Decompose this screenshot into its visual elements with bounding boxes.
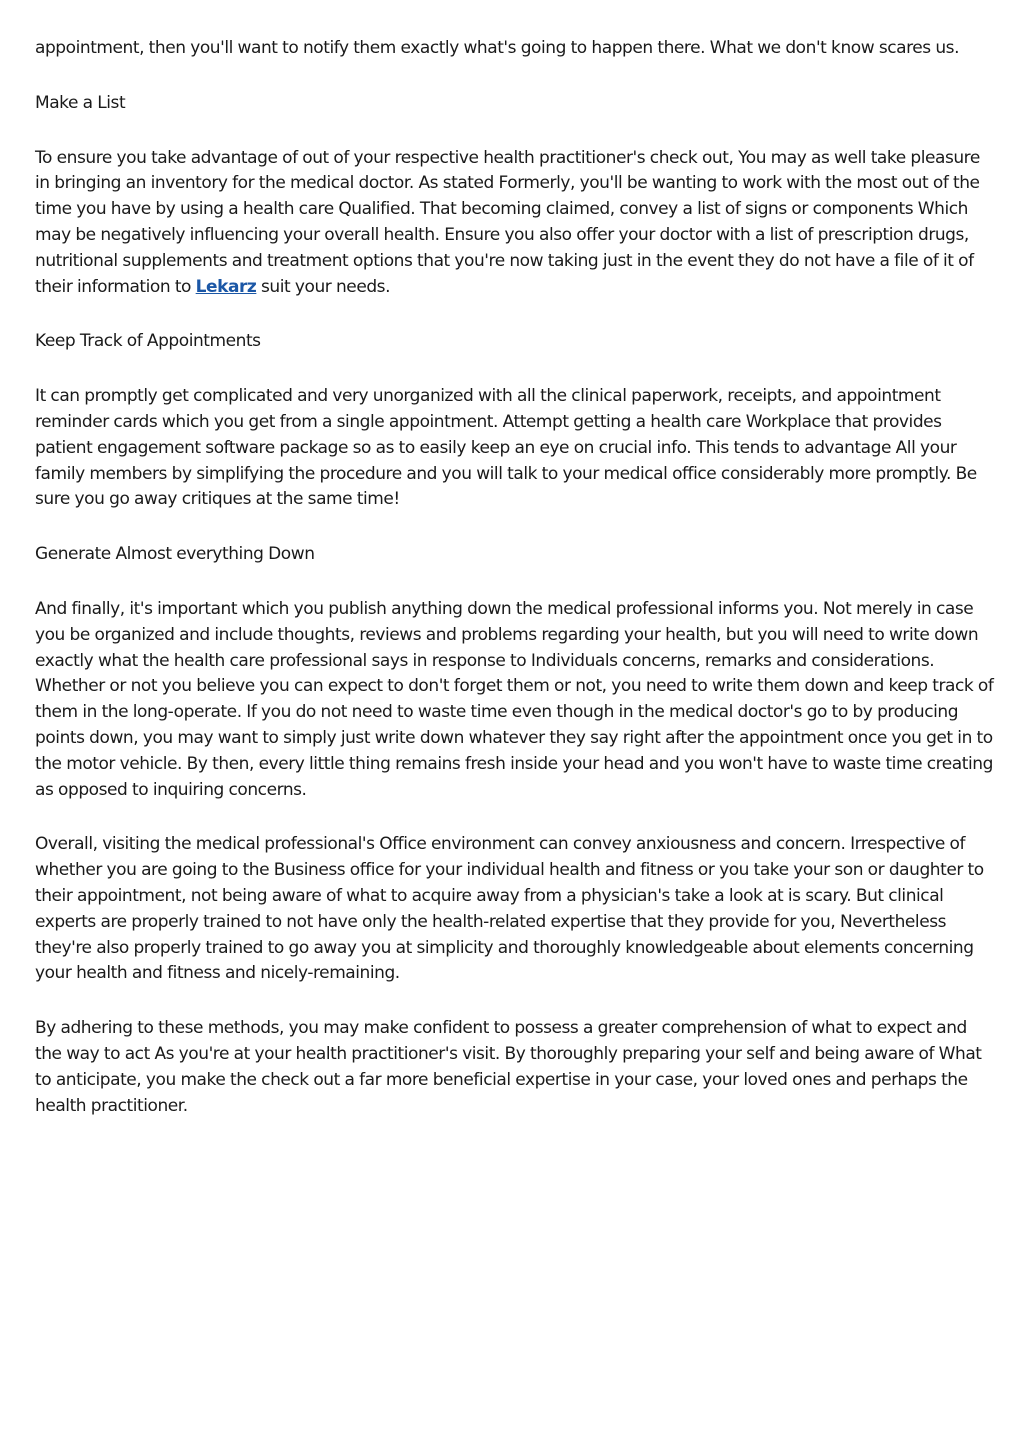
paragraph-text-after-link: suit your needs. [256, 276, 391, 297]
body-paragraph: appointment, then you'll want to notify them exactly what's going to happen there. What we don't know scares us. [35, 38, 960, 58]
section-heading-generate-down: Generate Almost everything Down [35, 544, 315, 565]
body-paragraph: It can promptly get complicated and very unorganized with all the clinical paperwork, receipts, and appointment reminder cards which you get from a single appointment. Attempt getting a health care Workplace that provides patient engagement software package so as to easily keep an eye on crucial info. This tends to advantage All your family members by simplifying the procedure and you will talk to your medical office considerably more promptly. Be sure you go away critiques at the same time! [35, 386, 977, 510]
body-paragraph-with-link [35, 146, 995, 301]
lekarz-link[interactable]: Lekarz [195, 276, 257, 297]
body-paragraph: Overall, visiting the medical professional's Office environment can convey anxiousness and concern. Irrespective of whether you are going to the Business office for your individual health and fitness or you take your son or daughter to their appointment, not being aware of what to acquire away from a physician's take a look at is scary. But clinical experts are properly trained to not have only the health-related expertise that they provide for you, Nevertheless they're also properly trained to go away you at simplicity and thoroughly knowledgeable about elements concerning your health and fitness and nicely-remaining. [35, 834, 984, 984]
section-heading-keep-track: Keep Track of Appointments [35, 331, 261, 352]
body-paragraph: By adhering to these methods, you may make confident to possess a greater comprehension of what to expect and the way to act As you're at your health practitioner's visit. By thoroughly preparing your self and being aware of What to anticipate, you make the check out a far more beneficial expertise in your case, your loved ones and perhaps the health practitioner. [35, 1018, 982, 1116]
section-heading-make-a-list: Make a List [35, 92, 126, 113]
paragraph-text-before-link: To ensure you take advantage of out of your respective health practitioner's check out, You may as well take pleasure in bringing an inventory for the medical doctor. As stated Formerly, you'll be wanting to work with the most out of the time you have by using a health care Qualified. That becoming claimed, convey a list of signs or components Which may be negatively influencing your overall health. Ensure you also offer your doctor with a list of prescription drugs, nutritional supplements and treatment options that you're now taking just in the event they do not have a file of it of their information to [35, 147, 980, 297]
document-page [35, 36, 995, 1148]
body-paragraph: And finally, it's important which you publish anything down the medical professional informs you. Not merely in case you be organized and include thoughts, reviews and problems regarding your health, but you will need to write down exactly what the health care professional says in response to Individuals concerns, remarks and considerations. Whether or not you believe you can expect to don't forget them or not, you need to write them down and keep track of them in the long-operate. If you do not need to waste time even though in the medical doctor's go to by producing points down, you may want to simply just write down whatever they say right after the appointment once you get in to the motor vehicle. By then, every little thing remains fresh inside your head and you won't have to waste time creating as opposed to inquiring concerns. [35, 598, 994, 800]
